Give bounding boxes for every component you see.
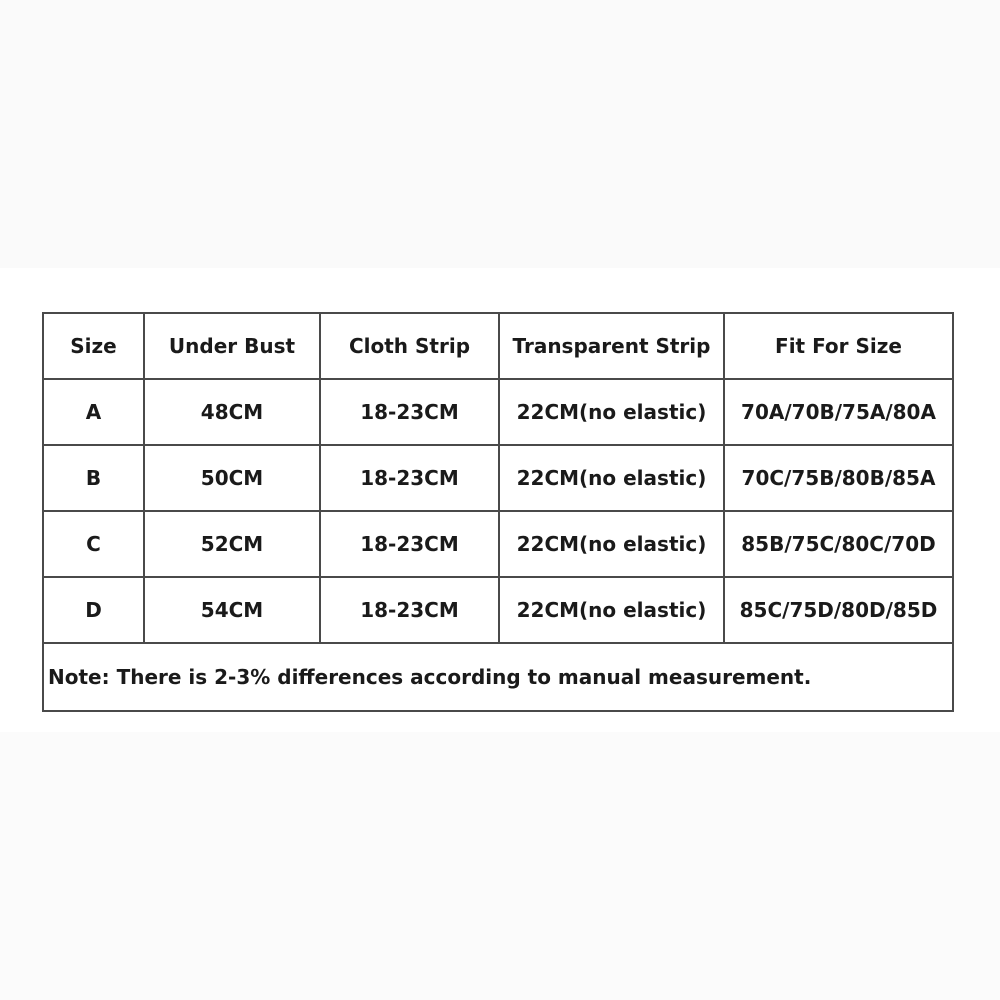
table-row [43, 511, 953, 577]
measurement-note: Note: There is 2-3% differences according to manual measurement. [43, 643, 953, 711]
header-under-bust: Under Bust [144, 313, 320, 379]
cell-size: A [43, 379, 144, 445]
background-band-bottom [0, 732, 1000, 1000]
cell-fit-for-size: 85B/75C/80C/70D [724, 511, 953, 577]
cell-under-bust: 48CM [144, 379, 320, 445]
cell-fit-for-size: 85C/75D/80D/85D [724, 577, 953, 643]
header-transparent-strip: Transparent Strip [499, 313, 724, 379]
cell-under-bust: 50CM [144, 445, 320, 511]
table-row [43, 445, 953, 511]
table-header-row [43, 313, 953, 379]
cell-under-bust: 54CM [144, 577, 320, 643]
header-size: Size [43, 313, 144, 379]
table-row [43, 577, 953, 643]
cell-fit-for-size: 70C/75B/80B/85A [724, 445, 953, 511]
cell-transparent-strip: 22CM(no elastic) [499, 511, 724, 577]
background-band-top [0, 0, 1000, 268]
cell-cloth-strip: 18-23CM [320, 445, 499, 511]
table-note-row [43, 643, 953, 711]
size-chart-table [42, 312, 954, 712]
cell-cloth-strip: 18-23CM [320, 577, 499, 643]
cell-transparent-strip: 22CM(no elastic) [499, 379, 724, 445]
cell-cloth-strip: 18-23CM [320, 379, 499, 445]
cell-size: C [43, 511, 144, 577]
cell-size: D [43, 577, 144, 643]
cell-size: B [43, 445, 144, 511]
cell-transparent-strip: 22CM(no elastic) [499, 577, 724, 643]
header-fit-for-size: Fit For Size [724, 313, 953, 379]
header-cloth-strip: Cloth Strip [320, 313, 499, 379]
cell-fit-for-size: 70A/70B/75A/80A [724, 379, 953, 445]
cell-under-bust: 52CM [144, 511, 320, 577]
cell-transparent-strip: 22CM(no elastic) [499, 445, 724, 511]
cell-cloth-strip: 18-23CM [320, 511, 499, 577]
table-row [43, 379, 953, 445]
